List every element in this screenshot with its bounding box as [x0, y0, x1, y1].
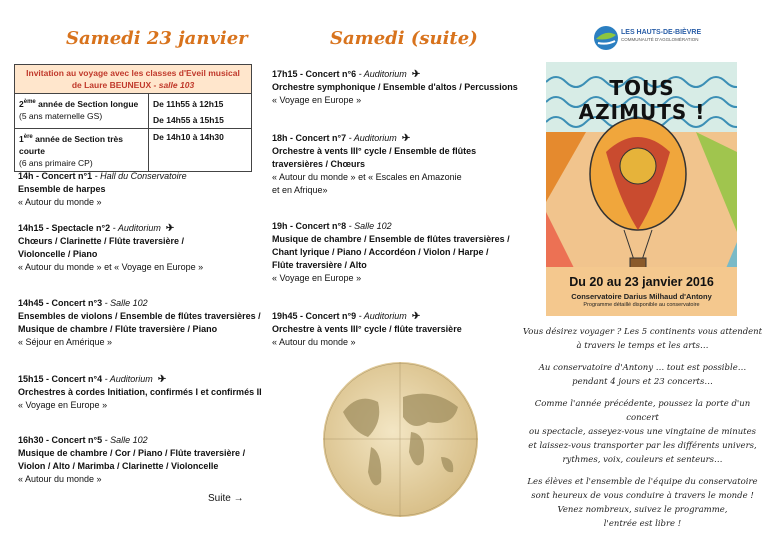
concert-theme: « Voyage en Europe » — [18, 400, 108, 410]
middle-title: Samedi (suite) — [330, 28, 478, 49]
concert-instruments: Musique de chambre / Cor / Piano / Flûte traversière / — [18, 448, 246, 458]
concert-instruments: Violoncelle / Piano — [18, 249, 98, 259]
airplane-icon: ✈ — [401, 133, 411, 144]
concert-block — [272, 310, 462, 349]
concert-instruments: Musique de chambre / Flûte traversière / Piano — [18, 324, 218, 334]
concert-block — [18, 222, 203, 274]
invitation-heading: Invitation au voyage avec les classes d'Eveil musical de Laure BEUNEUX - salle 103 — [15, 65, 252, 94]
concert-theme: « Voyage en Europe » — [272, 95, 362, 105]
airplane-icon: ✈ — [157, 374, 167, 385]
concert-theme: « Autour du monde » et « Voyage en Europe » — [18, 262, 204, 272]
concert-heading: 19h45 - Concert n°9 - Auditorium ✈ — [272, 311, 421, 322]
intro-paragraph — [520, 325, 765, 531]
concert-block — [272, 220, 510, 285]
concert-instruments: Musique de chambre / Ensemble de flûtes traversières / — [272, 234, 510, 244]
invitation-table — [14, 64, 252, 172]
concert-instruments: Ensembles de violons / Ensemble de flûtes traversières / — [18, 311, 261, 321]
invitation-row: 2ème année de Section longue (5 ans maternelle GS) — [15, 94, 149, 129]
invitation-times: De 14h10 à 14h30 — [149, 129, 252, 172]
concert-instruments: Violon / Alto / Marimba / Clarinette / Violoncelle — [18, 461, 219, 471]
concert-heading: 14h15 - Spectacle n°2 - Auditorium ✈ — [18, 223, 175, 234]
concert-block — [272, 68, 518, 107]
poster-note: Programme détaillé disponible au conservatoire — [583, 302, 700, 308]
concert-block — [18, 434, 245, 486]
concert-heading: 17h15 - Concert n°6 - Auditorium ✈ — [272, 69, 421, 80]
invitation-row: 1ère année de Section très courte (6 ans primaire CP) — [15, 129, 149, 172]
concert-theme: « Autour du monde » — [18, 474, 102, 484]
concert-instruments: Chant lyrique / Piano / Accordéon / Violon / Harpe / — [272, 247, 489, 257]
concert-block — [18, 170, 187, 209]
concert-heading: 15h15 - Concert n°4 - Auditorium ✈ — [18, 374, 167, 385]
concert-instruments: Ensemble de harpes — [18, 184, 106, 194]
concert-instruments: Orchestre symphonique / Ensemble d'altos / Percussions — [272, 82, 518, 92]
paragraph-3: Comme l'année précédente, poussez la porte d'un concert ou spectacle, asseyez-vous une vingtaine de minutes et laissez-vous transporter par les différents univers, rythmes, voix, couleurs et senteurs… — [528, 399, 757, 465]
airplane-icon: ✈ — [411, 69, 421, 80]
poster-title: TOUS AZIMUTS ! — [578, 76, 706, 124]
invitation-times: De 11h55 à 12h15 De 14h55 à 15h15 — [149, 94, 252, 129]
paragraph-4: Les élèves et l'ensemble de l'équipe du conservatoire sont heureux de vous conduire à travers le monde ! Venez nombreux, suivez le programme, l'entrée est libre ! — [527, 477, 758, 529]
airplane-icon: ✈ — [165, 223, 175, 234]
concert-heading: 16h30 - Concert n°5 - Salle 102 — [18, 435, 148, 445]
concert-instruments: traversières / Chœurs — [272, 159, 366, 169]
airplane-icon: ✈ — [411, 311, 421, 322]
concert-instruments: Orchestre à vents III° cycle / flûte traversière — [272, 324, 462, 334]
concert-theme: « Séjour en Amérique » — [18, 337, 113, 347]
paragraph-1: Vous désirez voyager ? Les 5 continents vous attendent à travers le temps et les arts… — [522, 327, 763, 351]
concert-theme: « Autour du monde » et « Escales en Amazonie et en Afrique» — [272, 172, 462, 195]
concert-theme: « Autour du monde » — [18, 197, 102, 207]
poster-dates: Du 20 au 23 janvier 2016 — [569, 275, 714, 289]
concert-theme: « Autour du monde » — [272, 337, 356, 347]
world-map-image — [323, 362, 478, 517]
concert-instruments: Flûte traversière / Alto — [272, 260, 367, 270]
concert-block — [272, 132, 476, 197]
concert-instruments: Orchestres à cordes Initiation, confirmés I et confirmés II — [18, 387, 262, 397]
concert-instruments: Chœurs / Clarinette / Flûte traversière / — [18, 236, 185, 246]
concert-heading: 14h45 - Concert n°3 - Salle 102 — [18, 298, 148, 308]
paragraph-2: Au conservatoire d'Antony … tout est possible… pendant 4 jours et 23 concerts… — [538, 363, 747, 387]
poster-venue: Conservatoire Darius Milhaud d'Antony — [571, 292, 712, 301]
concert-block — [18, 297, 261, 349]
concert-heading: 19h - Concert n°8 - Salle 102 — [272, 221, 392, 231]
concert-theme: « Voyage en Europe » — [272, 273, 362, 283]
left-title: Samedi 23 janvier — [66, 28, 248, 49]
concert-heading: 14h - Concert n°1 - Hall du Conservatoire — [18, 171, 187, 181]
logo-icon — [593, 25, 619, 51]
concert-heading: 18h - Concert n°7 - Auditorium ✈ — [272, 133, 411, 144]
concert-instruments: Orchestre à vents III° cycle / Ensemble de flûtes — [272, 146, 477, 156]
poster — [546, 62, 737, 316]
concert-block — [18, 373, 262, 412]
suite-label: Suite → — [208, 493, 244, 504]
